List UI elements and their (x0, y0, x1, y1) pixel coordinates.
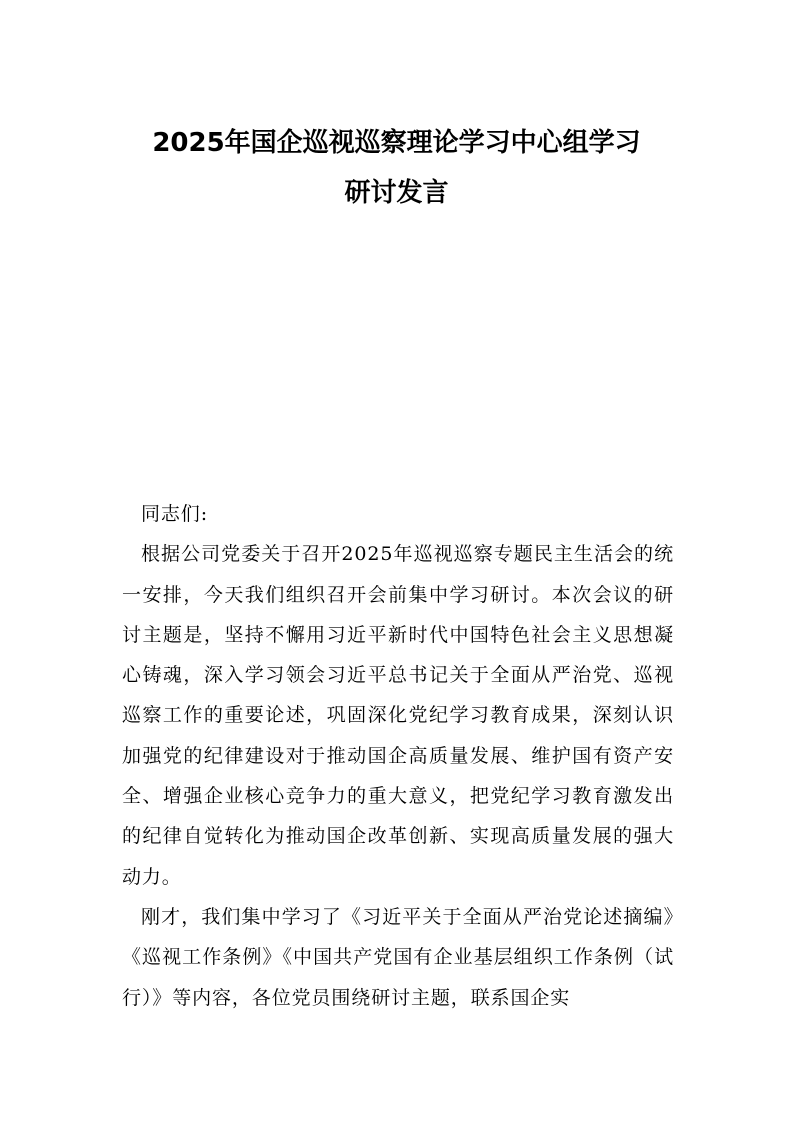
paragraph-1: 根据公司党委关于召开2025年巡视巡察专题民主生活会的统一安排，今天我们组织召开会前集中学习研讨。本次会议的研讨主题是，坚持不懈用习近平新时代中国特色社会主义思想凝心铸魂，深入学习领会习近平总书记关于全面从严治党、巡视巡察工作的重要论述，巩固深化党纪学习教育成果，深刻认识加强党的纪律建设对于推动国企高质量发展、维护国有资产安全、增强企业核心竞争力的重大意义，把党纪学习教育激发出的纪律自觉转化为推动国企改革创新、实现高质量发展的强大动力。 (122, 543, 674, 888)
document-body (122, 494, 674, 1018)
paragraph-2: 刚才，我们集中学习了《习近平关于全面从严治党论述摘编》《巡视工作条例》《中国共产党国有企业基层组织工作条例（试行）》等内容，各位党员围绕研讨主题，联系国企实 (122, 905, 674, 1009)
title-line-1: 2025年国企巡视巡察理论学习中心组学习 (152, 128, 641, 158)
salutation: 同志们: (141, 503, 209, 525)
title-line-2: 研讨发言 (344, 178, 449, 208)
document-title (100, 118, 693, 218)
